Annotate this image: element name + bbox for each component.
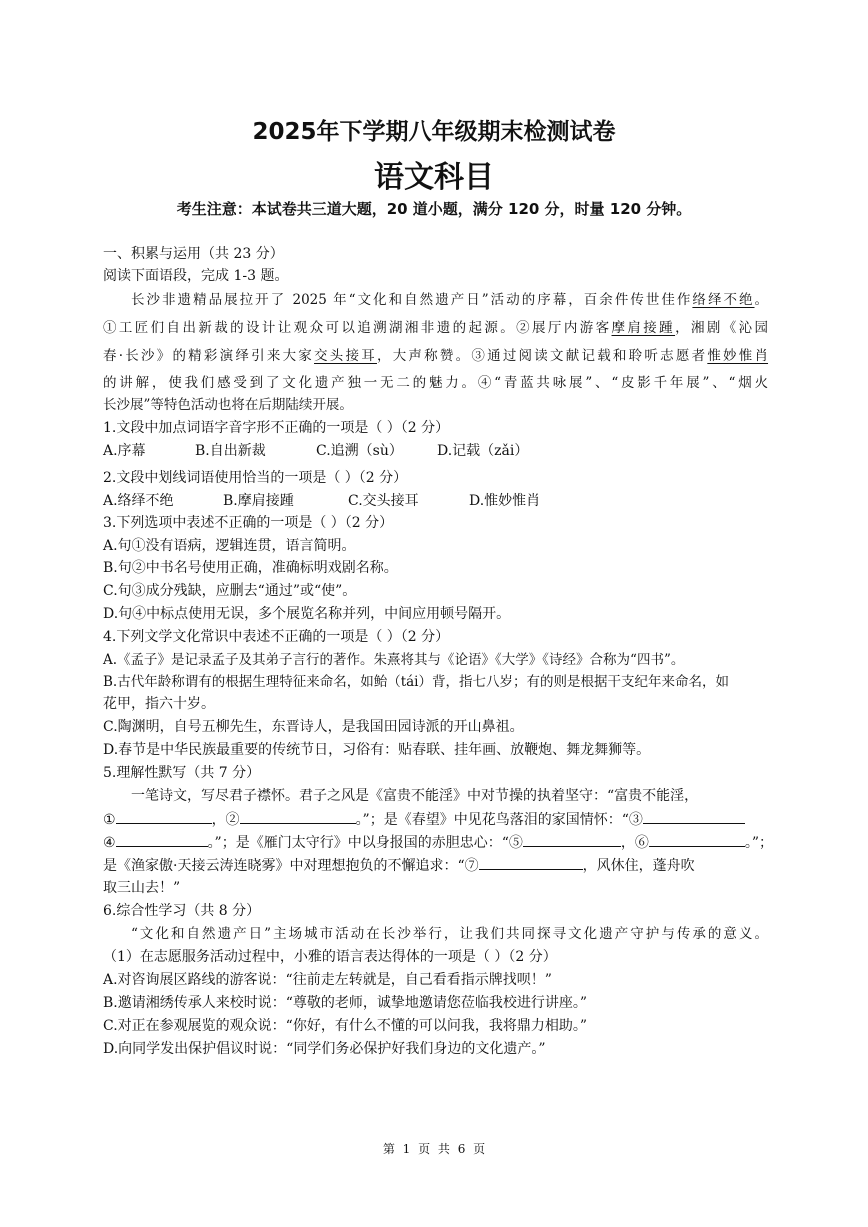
option-a: A.对咨询展区路线的游客说：“往前走左转就是，自己看看指示牌找呗！” <box>103 972 552 988</box>
passage-line-1: 长沙非遗精品展拉开了 2025 年“文化和自然遗产日”活动的序幕，百余件传世佳作络绎不绝。 <box>131 292 768 308</box>
answer-blank-3[interactable] <box>643 810 745 824</box>
question-4-stem: 4.下列文学文化常识中表述不正确的一项是（ ）（2 分） <box>103 629 450 645</box>
answer-blank-5[interactable] <box>523 833 621 847</box>
dictation-line-3: ④ 。”；是《雁门太守行》中以身报国的赤胆忠心：“⑤ ，⑥ 。”； <box>103 835 774 851</box>
passage-line-2: ①工匠们自出新裁的设计让观众可以追溯湖湘非遗的起源。②展厅内游客摩肩接踵，湘剧《沁园 <box>103 320 769 336</box>
dictation-line-5: 取三山去！” <box>103 880 181 896</box>
answer-blank-6[interactable] <box>649 833 745 847</box>
option-b: B.自出新裁 <box>195 443 266 459</box>
option-b: B.摩肩接踵 <box>223 493 294 509</box>
answer-blank-2[interactable] <box>240 810 356 824</box>
option-b: B.邀请湘绣传承人来校时说：“尊敬的老师，诚挚地邀请您莅临我校进行讲座。” <box>103 995 588 1011</box>
question-1-stem: 1.文段中加点词语字音字形不正确的一项是（ ）（2 分） <box>103 420 450 436</box>
option-c: C.句③成分残缺，应删去“通过”或“使”。 <box>103 583 357 599</box>
passage-line-4: 的讲解，使我们感受到了文化遗产独一无二的魅力。④“青蓝共咏展”、“皮影千年展”、“烟火 <box>103 375 768 391</box>
underlined-phrase: 络绎不绝 <box>692 292 755 308</box>
option-d: D.向同学发出保护倡议时说：“同学们务必保护好我们身边的文化遗产。” <box>103 1041 546 1057</box>
subject-title: 语文科目 <box>374 160 494 195</box>
option-d: D.惟妙惟肖 <box>469 493 541 509</box>
option-c: C.陶渊明，自号五柳先生，东晋诗人，是我国田园诗派的开山鼻祖。 <box>103 719 524 735</box>
question-5-stem: 5.理解性默写（共 7 分） <box>103 765 261 781</box>
section-heading: 一、积累与运用（共 23 分） <box>103 246 284 262</box>
answer-blank-7[interactable] <box>479 856 583 870</box>
option-d: D.记载（zǎi） <box>437 443 529 459</box>
page-number: 第 1 页 共 6 页 <box>382 1142 486 1156</box>
option-c: C.交头接耳 <box>348 493 419 509</box>
question-6-sub-1: （1）在志愿服务活动过程中，小雅的语言表达得体的一项是（ ）（2 分） <box>103 949 557 965</box>
reading-instruction: 阅读下面语段，完成 1-3 题。 <box>103 268 289 284</box>
option-b-line-2: 花甲，指六十岁。 <box>103 696 215 712</box>
dictation-line-4: 是《渔家傲·天接云涛连晓雾》中对理想抱负的不懈追求：“⑦ ，风休住，蓬舟吹 <box>103 858 695 874</box>
option-b: B.句②中书名号使用正确，准确标明戏剧名称。 <box>103 560 398 576</box>
underlined-phrase: 惟妙惟肖 <box>707 348 769 364</box>
dictation-line-1: 一笔诗文，写尽君子襟怀。君子之风是《富贵不能淫》中对节操的执着坚守：“富贵不能淫， <box>131 788 699 804</box>
underlined-phrase: 摩肩接踵 <box>611 320 676 336</box>
exam-title: 2025年下学期八年级期末检测试卷 <box>252 119 616 145</box>
option-a: A.序幕 <box>103 443 146 459</box>
option-a: A.句①没有语病，逻辑连贯，语言简明。 <box>103 538 356 554</box>
exam-notice: 考生注意：本试卷共三道大题，20 道小题，满分 120 分，时量 120 分钟。 <box>176 200 692 218</box>
option-a: A.络绎不绝 <box>103 493 174 509</box>
question-6-intro: “文化和自然遗产日”主场城市活动在长沙举行，让我们共同探寻文化遗产守护与传承的意义。 <box>131 926 768 942</box>
option-b-line-1: B.古代年龄称谓有的根据生理特征来命名，如鲐（tái）背，指七八岁；有的则是根据干支纪年来命名，如 <box>103 674 730 690</box>
passage-line-5: 长沙展”等特色活动也将在后期陆续开展。 <box>103 397 353 413</box>
answer-blank-4[interactable] <box>116 833 208 847</box>
question-2-stem: 2.文段中划线词语使用恰当的一项是（ ）（2 分） <box>103 470 408 486</box>
option-c: C.追溯（sù） <box>316 443 403 459</box>
option-a: A.《孟子》是记录孟子及其弟子言行的著作。朱熹将其与《论语》《大学》《诗经》合称为“四书”。 <box>103 652 685 668</box>
option-d: D.春节是中华民族最重要的传统节日，习俗有：贴春联、挂年画、放鞭炮、舞龙舞狮等。 <box>103 742 651 758</box>
passage-line-3: 春·长沙》的精彩演绎引来大家交头接耳，大声称赞。③通过阅读文献记载和聆听志愿者惟妙惟肖 <box>103 348 769 364</box>
answer-blank-1[interactable] <box>116 810 212 824</box>
option-c: C.对正在参观展览的观众说：“你好，有什么不懂的可以问我，我将鼎力相助。” <box>103 1018 587 1034</box>
question-3-stem: 3.下列选项中表述不正确的一项是（ ）（2 分） <box>103 515 394 531</box>
option-d: D.句④中标点使用无误，多个展览名称并列，中间应用顿号隔开。 <box>103 606 511 622</box>
underlined-phrase: 交头接耳 <box>314 348 377 364</box>
dictation-line-2: ① ，② 。”；是《春望》中见花鸟落泪的家国情怀：“③ <box>103 810 768 829</box>
question-6-stem: 6.综合性学习（共 8 分） <box>103 903 261 919</box>
